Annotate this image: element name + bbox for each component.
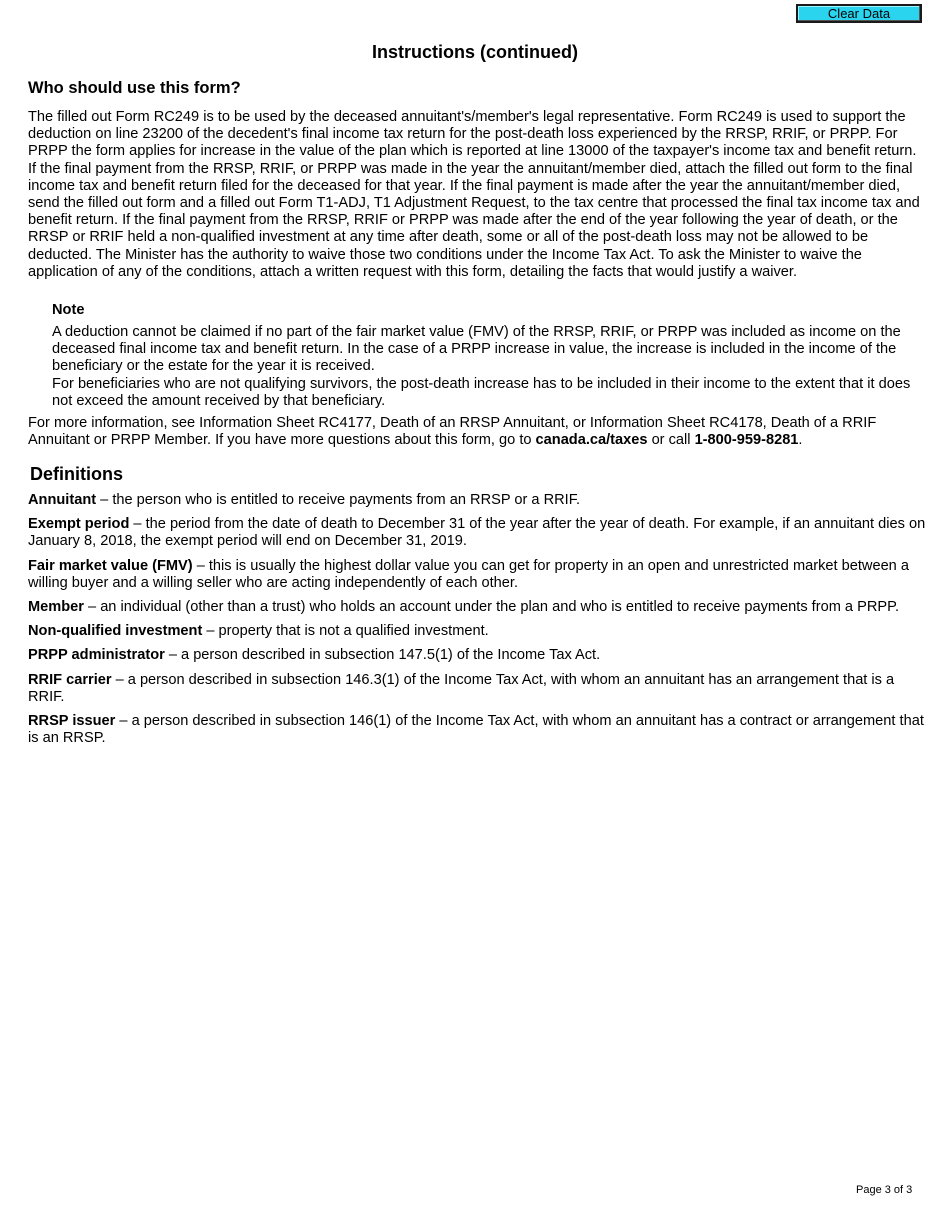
- definition-item: [28, 492, 928, 509]
- definition-term: Fair market value (FMV): [28, 557, 193, 574]
- page-number: Page 3 of 3: [856, 1184, 913, 1196]
- definitions-list: [28, 492, 928, 754]
- definition-term: RRIF carrier: [28, 671, 112, 688]
- definition-item: [28, 672, 928, 706]
- definition-item: [28, 647, 928, 664]
- more-info-text: For more information, see Information Sheet RC4177, Death of an RRSP Annuitant, or Information Sheet RC4178, Death of a RRIF Annuitant or PRPP Member. If you have more questions about this form, go to: [28, 415, 877, 449]
- clear-data-button[interactable]: Clear Data: [796, 4, 922, 23]
- definition-term: Exempt period: [28, 516, 130, 533]
- more-info-paragraph: [28, 415, 928, 449]
- definition-item: [28, 599, 928, 616]
- definition-text: – the period from the date of death to December 31 of the year after the year of death. For example, if an annuitant dies on January 8, 2018, the exempt period will end on December 31, 2019.: [28, 516, 926, 550]
- note-body: [52, 324, 927, 410]
- definition-term: RRSP issuer: [28, 713, 116, 730]
- definition-text: – this is usually the highest dollar value you can get for property in an open and unrestricted market between a willing buyer and a willing seller who are acting independently of each other.: [28, 557, 909, 591]
- definition-item: [28, 558, 928, 592]
- definition-item: [28, 713, 928, 747]
- definition-text: – property that is not a qualified investment.: [202, 623, 489, 640]
- definitions-heading: Definitions: [30, 464, 123, 484]
- note-paragraph-1: A deduction cannot be claimed if no part of the fair market value (FMV) of the RRSP, RRIF, or PRPP was included as income on the deceased final income tax and benefit return. In the case of a PRPP increase in value, the increase is included in the income of the beneficiary or the estate for the year it is received.: [52, 324, 901, 375]
- definition-term: Annuitant: [28, 492, 97, 508]
- definition-item: [28, 623, 928, 640]
- page-title: Instructions (continued): [372, 42, 578, 62]
- intro-paragraph: The filled out Form RC249 is to be used by the deceased annuitant's/member's legal representative. Form RC249 is used to support the deduction on line 23200 of the decedent's final income tax return for the post-death loss experienced by the RRSP, RRIF, or PRPP. For PRPP the form applies for increase in the value of the plan which is reported at line 13000 of the taxpayer's income tax and benefit return. If the final payment from the RRSP, RRIF, or PRPP was made in the year the annuitant/member died, attach the filled out form to the final income tax and benefit return filed for the deceased for that year. If the final payment is made after the year the annuitant/member died, send the filled out form and a filled out Form T1-ADJ, T1 Adjustment Request, to the tax centre that processed the final tax income tax and benefit return. If the final payment from the RRSP, RRIF or PRPP was made after the end of the year following the year of death, or the RRSP or RRIF held a non-qualified investment at any time after death, some or all of the post-death loss may not be allowed to be deducted. The Minister has the authority to waive those two conditions under the Income Tax Act. To ask the Minister to waive the application of any of the conditions, attach a written request with this form, detailing the facts that would justify a waiver.: [28, 109, 920, 280]
- definition-text: – a person described in subsection 146.3(1) of the Income Tax Act, with whom an annuitant has an arrangement that is a RRIF.: [28, 671, 895, 705]
- note-title: Note: [52, 302, 85, 318]
- definition-item: [28, 516, 928, 550]
- definition-text: – a person described in subsection 147.5(1) of the Income Tax Act.: [164, 647, 601, 664]
- definition-term: Member: [28, 599, 84, 616]
- definition-text: – a person described in subsection 146(1) of the Income Tax Act, with whom an annuitant has a contract or arrangement that is an RRSP.: [28, 713, 924, 747]
- definition-term: Non-qualified investment: [28, 623, 203, 640]
- definition-text: – an individual (other than a trust) who holds an account under the plan and who is entitled to receive payments from a PRPP.: [83, 599, 899, 616]
- more-info-call: or call: [647, 432, 695, 449]
- note-paragraph-2: For beneficiaries who are not qualifying survivors, the post-death increase has to be included in their income to the extent that it does not exceed the amount received by that beneficiary.: [52, 375, 911, 409]
- definition-text: – the person who is entitled to receive payments from an RRSP or a RRIF.: [96, 492, 581, 508]
- who-heading: Who should use this form?: [28, 79, 241, 97]
- more-info-end: .: [798, 432, 803, 449]
- definition-term: PRPP administrator: [28, 647, 165, 664]
- phone-number: 1-800-959-8281: [694, 432, 799, 449]
- canada-taxes-link: canada.ca/taxes: [535, 432, 648, 449]
